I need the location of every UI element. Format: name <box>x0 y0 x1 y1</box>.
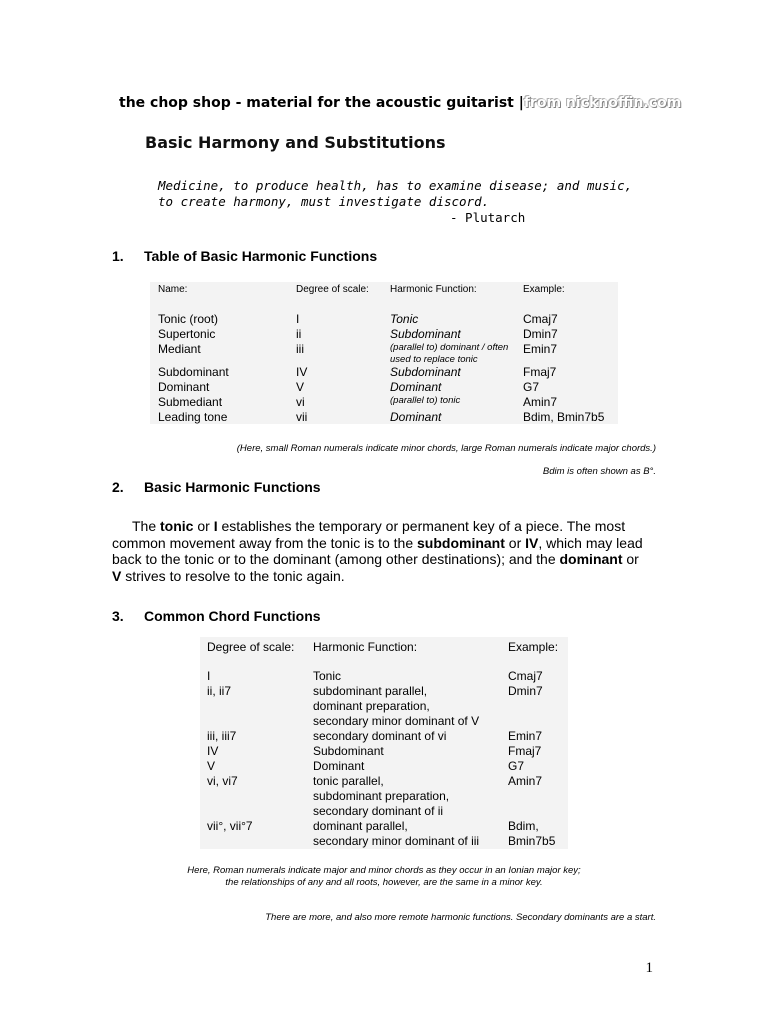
table-cell: Tonic <box>390 312 419 326</box>
text: establishes the temporary or permanent key of a piece. The most common movement away from the tonic is to the <box>112 518 626 551</box>
table-cell: (parallel to) tonic <box>390 395 461 406</box>
section-title: Common Chord Functions <box>144 608 321 624</box>
text: or <box>622 551 639 567</box>
section-heading-3 <box>112 608 321 624</box>
table-header: Example: <box>508 640 559 654</box>
table-cell: I <box>207 669 211 683</box>
table-cell: ii, ii7 <box>207 684 232 698</box>
table-cell: Fmaj7 <box>523 365 557 379</box>
table-cell: Bdim, Bmin7b5 <box>523 410 605 424</box>
term-I: I <box>213 518 218 534</box>
table-cell: iii <box>296 342 304 356</box>
table-cell: dominant parallel, <box>313 819 408 833</box>
table-cell: Subdominant <box>390 365 461 379</box>
body-paragraph <box>112 518 652 584</box>
term-subdominant: subdominant <box>417 534 505 551</box>
table-cell: Tonic <box>313 669 342 683</box>
table-header: Harmonic Function: <box>390 284 477 295</box>
table-cell: Submediant <box>158 395 223 409</box>
table-cell: (parallel to) dominant / often used to replace tonic <box>390 342 509 365</box>
table-cell: I <box>296 312 300 326</box>
header-source-logo: from nicknoffin.com <box>523 95 682 111</box>
table-cell: Dominant <box>158 380 210 394</box>
quote-line-1: Medicine, to produce health, has to examine disease; and music, <box>158 178 633 193</box>
term-tonic: tonic <box>160 518 194 534</box>
table-cell: vi, vi7 <box>207 774 238 788</box>
term-V: V <box>112 567 122 584</box>
table-cell: Bdim, <box>508 819 539 833</box>
text: , which may lead back to the tonic or to the dominant (among other destinations); and the <box>112 534 643 567</box>
harmonic-functions-table <box>150 282 618 424</box>
text: or <box>193 518 214 534</box>
table-cell: Fmaj7 <box>508 744 542 758</box>
table-cell: IV <box>207 744 219 758</box>
table-header: Harmonic Function: <box>313 640 418 654</box>
quote <box>158 178 632 210</box>
table-note: (Here, small Roman numerals indicate minor chords, large Roman numerals indicate major chords.) <box>236 443 656 454</box>
table-cell: Emin7 <box>523 342 558 356</box>
table-header: Degree of scale: <box>296 284 369 295</box>
table-cell: tonic parallel, <box>313 774 384 788</box>
table-cell: secondary dominant of ii <box>313 804 444 818</box>
text: The <box>132 518 161 534</box>
table-cell: vii <box>296 410 308 424</box>
table-cell: Amin7 <box>508 774 543 788</box>
table-cell: Supertonic <box>158 327 216 341</box>
table-cell: subdominant preparation, <box>313 789 450 803</box>
term-dominant: dominant <box>559 551 623 567</box>
quote-line-2: to create harmony, must investigate discord. <box>158 194 490 209</box>
section-number: 3. <box>112 608 124 624</box>
table-cell: Dominant <box>313 759 365 773</box>
table-note: the relationships of any and all roots, however, are the same in a minor key. <box>225 877 543 888</box>
table-cell: Cmaj7 <box>523 312 558 326</box>
section-heading-2 <box>112 479 321 495</box>
table-cell: G7 <box>508 759 525 773</box>
table-cell: Tonic (root) <box>158 312 219 326</box>
table-cell: Amin7 <box>523 395 558 409</box>
table-cell: Dmin7 <box>523 327 558 341</box>
section-number: 1. <box>112 248 124 264</box>
table-cell: vi <box>296 395 305 409</box>
section-number: 2. <box>112 479 124 495</box>
chord-functions-table <box>200 637 568 849</box>
table-cell: secondary minor dominant of V <box>313 714 480 728</box>
table-cell: Bmin7b5 <box>508 834 556 848</box>
table-cell: subdominant parallel, <box>313 684 428 698</box>
table-header: Example: <box>523 284 565 295</box>
term-IV: IV <box>525 534 539 551</box>
section-title: Table of Basic Harmonic Functions <box>144 248 378 264</box>
table-cell: IV <box>296 365 308 379</box>
table-cell: Dominant <box>390 380 442 394</box>
text: strives to resolve to the tonic again. <box>121 567 345 584</box>
table-cell: secondary minor dominant of iii <box>313 834 480 848</box>
header-text: the chop shop - material for the acoustic guitarist | <box>119 95 524 111</box>
table-cell: ii <box>296 327 302 341</box>
table-cell: iii, iii7 <box>207 729 237 743</box>
table-cell: Emin7 <box>508 729 543 743</box>
table-cell: vii°, vii°7 <box>207 819 253 833</box>
table-cell: V <box>207 759 216 773</box>
section-title: Basic Harmonic Functions <box>144 479 321 495</box>
table-cell: Subdominant <box>390 327 461 341</box>
table-cell: Subdominant <box>158 365 229 379</box>
table-cell: G7 <box>523 380 540 394</box>
table-header: Degree of scale: <box>207 640 295 654</box>
table-note: There are more, and also more remote harmonic functions. Secondary dominants are a start. <box>265 912 656 923</box>
text: or <box>504 534 526 551</box>
table-note: Here, Roman numerals indicate major and minor chords as they occur in an Ionian major key; <box>187 865 581 876</box>
page-number: 1 <box>645 960 653 976</box>
table-cell: Subdominant <box>313 744 384 758</box>
table-note: Bdim is often shown as B°. <box>542 466 656 477</box>
table-cell: dominant preparation, <box>313 699 430 713</box>
table-cell: Mediant <box>158 342 201 356</box>
table-cell: V <box>296 380 305 394</box>
page-title: Basic Harmony and Substitutions <box>145 133 446 152</box>
table-cell: Leading tone <box>158 410 228 424</box>
table-header: Name: <box>158 284 188 295</box>
section-heading-1 <box>112 248 377 264</box>
quote-attribution: - Plutarch <box>450 210 526 225</box>
table-cell: secondary dominant of vi <box>313 729 447 743</box>
document-header <box>119 95 681 111</box>
table-cell: Dominant <box>390 410 442 424</box>
table-cell: Cmaj7 <box>508 669 543 683</box>
table-cell: Dmin7 <box>508 684 543 698</box>
